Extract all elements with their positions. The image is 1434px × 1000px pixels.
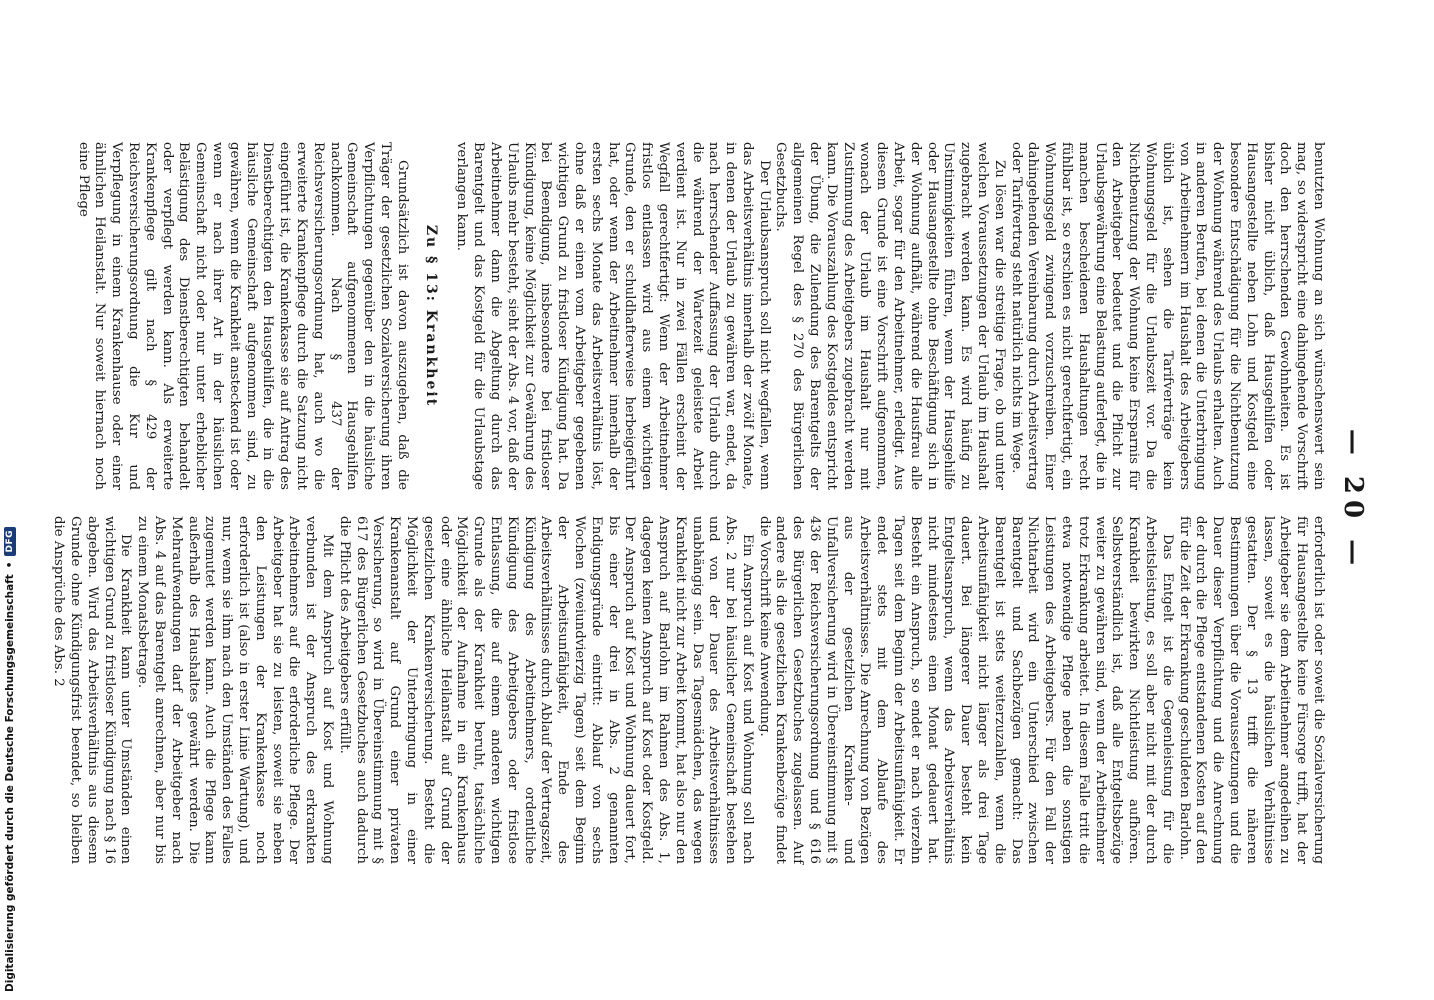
section-paragraph: Grundsätzlich ist davon auszugehen, daß die Träger der gesetzlichen Sozialversicherung ihren Verpflichtungen gegenüber den in die häusliche Gemeinschaft aufgenommenen Hausgehilfen nachkommen. Nach § 437 der Reichsversicherungsordnung hat, auch wo die erweiterte Krankenpflege durch die Satzung nicht eingeführt ist, die Krankenkasse sie auf Antrag des Dienstberechtigten den Hausgehilfen, die in die häusliche Gemeinschaft aufgenommen sind, zu gewähren, wenn die Krankheit ansteckend ist oder wenn er nach ihrer Art in der häuslichen Gemeinschaft nicht oder nur unter erheblicher Belästigung des Dienstberechtigten behandelt oder verpflegt werden kann. Als erweiterte Krankenpflege gilt nach § 429 der Reichsversicherungsordnung die Kur und Verpflegung in einem Krankenhause oder einer ähnlichen Heilanstalt. Nur soweit hiernach noch eine Pflege bbox=[75, 142, 410, 490]
right-paragraph: Das Entgelt ist die Gegenleistung für die Arbeitsleistung, es soll aber nicht mit der durch Krankheit bewirkten Nichtleistung aufhören. Selbstverständlich ist, daß alle Entgeltsbezüge weiter zu gewähren sind, wenn der Arbeitnehmer trotz Erkrankung arbeitet. In diesem Falle tritt die etwa notwendige Pflege neben die sonstigen Leistungen des Arbeitgebers. Für den Fall der Nichtarbeit wird ein Unterschied zwischen Barentgelt und Sachbezügen gemacht: Das Barentgelt ist stets weiterzuzahlen, wenn die Arbeitsunfähigkeit nicht länger als drei Tage dauert. Bei längerer Dauer besteht kein Entgeltsanspruch, wenn das Arbeitsverhältnis nicht mindestens einen Monat gedauert hat. Besteht ein Anspruch, so endet er nach vierzehn Tagen seit dem Beginn der Arbeitsunfähigkeit. Er endet stets mit dem Ablaufe des Arbeitsverhältnisses. Die Anrechnung von Bezügen aus der gesetzlichen Kranken- und Unfallversicherung wird in Übereinstimmung mit § 436 der Reichsversicherungsordnung und § 616 des Bürgerlichen Gesetzbuches zugelassen. Auf andere als die gesetzlichen Krankenbezüge findet die Vorschrift keine Anwendung. bbox=[756, 516, 1175, 864]
right-column bbox=[51, 516, 1326, 864]
left-column bbox=[75, 142, 1326, 490]
section-heading: Zu § 13: Krankheit bbox=[422, 224, 439, 408]
dfg-logo-icon: DFG bbox=[4, 527, 16, 556]
left-paragraph: Der Urlaubsanspruch soll nicht wegfallen, wenn das Arbeitsverhältnis innerhalb der zwölf Monate, in denen der Urlaub zu gewähren war, endet, da nach herrschender Auffassung der Urlaub durch die während der Wartezeit geleistete Arbeit verdient ist. Nur in zwei Fällen erscheint der Wegfall gerechtfertigt: Wenn der Arbeitnehmer fristlos entlassen wird aus einem wichtigen Grunde, den er schuldhafterweise herbeigeführt hat, oder wenn der Arbeitnehmer innerhalb der ersten sechs Monate das Arbeitsverhältnis löst, ohne daß er einen vom Arbeitgeber gegebenen wichtigen Grund zu fristloser Kündigung hat. Da bei Beendigung, insbesondere bei fristloser Kündigung, keine Möglichkeit zur Gewährung des Urlaubs mehr besteht, sieht der Abs. 4 vor, daß der Arbeitnehmer dann die Abgeltung durch das Barentgelt und das Kostgeld für die Urlaubstage verlangen kann. bbox=[454, 142, 772, 490]
right-paragraph: Mit dem Anspruch auf Kost und Wohnung verbunden ist der Anspruch des erkrankten Arbeitnehmers auf die erforderliche Pflege. Der Arbeitgeber hat sie zu leisten, soweit sie neben den Leistungen der Krankenkasse noch erforderlich ist (also in erster Linie Wartung), und nur, wenn sie ihm nach den Umständen des Falles zugemutet werden kann. Auch die Pflege kann außerhalb des Haushaltes gewährt werden. Die Mehraufwendungen darf der Arbeitgeber nach Abs. 4 auf das Barentgelt anrechnen, aber nur bis zu einem Monatsbetrage. bbox=[135, 516, 335, 864]
right-paragraph: Die Krankheit kann unter Umständen einen wichtigen Grund zu fristloser Kündigung nach § 16 abgeben. Wird das Arbeitsverhältnis aus diesem Grunde ohne Kündigungsfrist beendet, so bleiben die Ansprüche des Abs. 2 bbox=[51, 516, 134, 864]
left-paragraph: benutzten Wohnung an sich wünschenswert sein mag, so widerspricht eine dahingehende Vorschrift doch den herrschenden Gewohnheiten. Es ist bisher nicht üblich, daß Hausgehilfen oder Hausangestellte neben Lohn und Kostgeld eine besondere Entschädigung für die Nichtbenutzung der Wohnung während des Urlaubs erhalten. Auch in anderen Berufen, bei denen die Unterbringung von Arbeitnehmern im Haushalt des Arbeitgebers üblich ist, sehen die Tarifverträge kein Wohnungsgeld für die Urlaubszeit vor. Da die Nichtbenutzung der Wohnung keine Ersparnis für den Arbeitgeber bedeutet und die Pflicht zur Urlaubsgewährung eine Belastung auferlegt, die in manchen bescheidenen Haushaltungen recht fühlbar ist, so erschien es nicht gerechtfertigt, ein Wohnungsgeld zwingend vorzuschreiben. Einer dahingehenden Vereinbarung durch Arbeitsvertrag oder Tarifvertrag steht natürlich nichts im Wege. bbox=[1008, 142, 1326, 490]
page-number: — 20 — bbox=[1338, 428, 1368, 572]
digitization-footer bbox=[4, 2, 16, 992]
left-paragraph: Zu lösen war die streitige Frage, ob und unter welchen Voraussetzungen der Urlaub im Haushalt zugebracht werden kann. Es wird häufig zu Unstimmigkeiten führen, wenn der Hausgehilfe oder Hausangestellte ohne Beschäftigung sich in der Wohnung aufhält, während die Hausfrau alle Arbeit, sogar für den Arbeitnehmer, erledigt. Aus diesem Grunde ist eine Vorschrift aufgenommen, wonach der Urlaub im Haushalt nur mit Zustimmung des Arbeitgebers zugebracht werden kann. Die Vorauszahlung des Kostgeldes entspricht der Übung, die Zulendung des Barentgelts der allgemeinen Regel des § 270 des Bürgerlichen Gesetzbuchs. bbox=[773, 142, 1007, 490]
footer-text: Digitalisierung gefördert durch die Deutsche Forschungsgemeinschaft bbox=[4, 574, 16, 992]
right-paragraph: Ein Anspruch auf Kost und Wohnung soll nach Abs. 2 nur bei häuslicher Gemeinschaft bestehen und von der Dauer des Arbeitsverhältnisses unabhängig sein. Das Tagesmädchen, das wegen Krankheit nicht zur Arbeit kommt, hat also nur den Anspruch auf Barlohn im Rahmen des Abs. 1, dagegen keinen Anspruch auf Kost oder Kostgeld. Der Anspruch auf Kost und Wohnung dauert fort, bis einer der drei in Abs. 2 genannten Endigungsgründe eintritt: Ablauf von sechs Wochen (zweiundvierzig Tagen) seit dem Beginn der Arbeitsunfähigkeit, Ende des Arbeitsverhältnisses durch Ablauf der Vertragszeit, Kündigung des Arbeitnehmers, ordentliche Kündigung des Arbeitgebers oder fristlose Entlassung, die auf einem anderen wichtigen Grunde als der Krankheit beruht, tatsächliche Möglichkeit der Aufnahme in ein Krankenhaus oder eine ähnliche Heilanstalt auf Grund der gesetzlichen Krankenversicherung. Besteht die Möglichkeit der Unterbringung in einer Krankenanstalt auf Grund einer privaten Versicherung, so wird in Übereinstimmung mit § 617 des Bürgerlichen Gesetzbuches auch dadurch die Pflicht des Arbeitgebers erfüllt. bbox=[336, 516, 755, 864]
right-paragraph: erforderlich ist oder soweit die Sozialversicherung für Hausangestellte keine Fürsorge trifft, hat der Arbeitgeber sie dem Arbeitnehmer angedeihen zu lassen, soweit es die häuslichen Verhältnisse gestatten. Der § 13 trifft die näheren Bestimmungen über die Voraussetzungen und die Dauer dieser Verpflichtung und die Anrechnung der durch die Pflege entstandenen Kosten auf den für die Zeit der Erkrankung geschuldeten Barlohn. bbox=[1176, 516, 1326, 864]
footer-separator: • bbox=[4, 561, 16, 569]
